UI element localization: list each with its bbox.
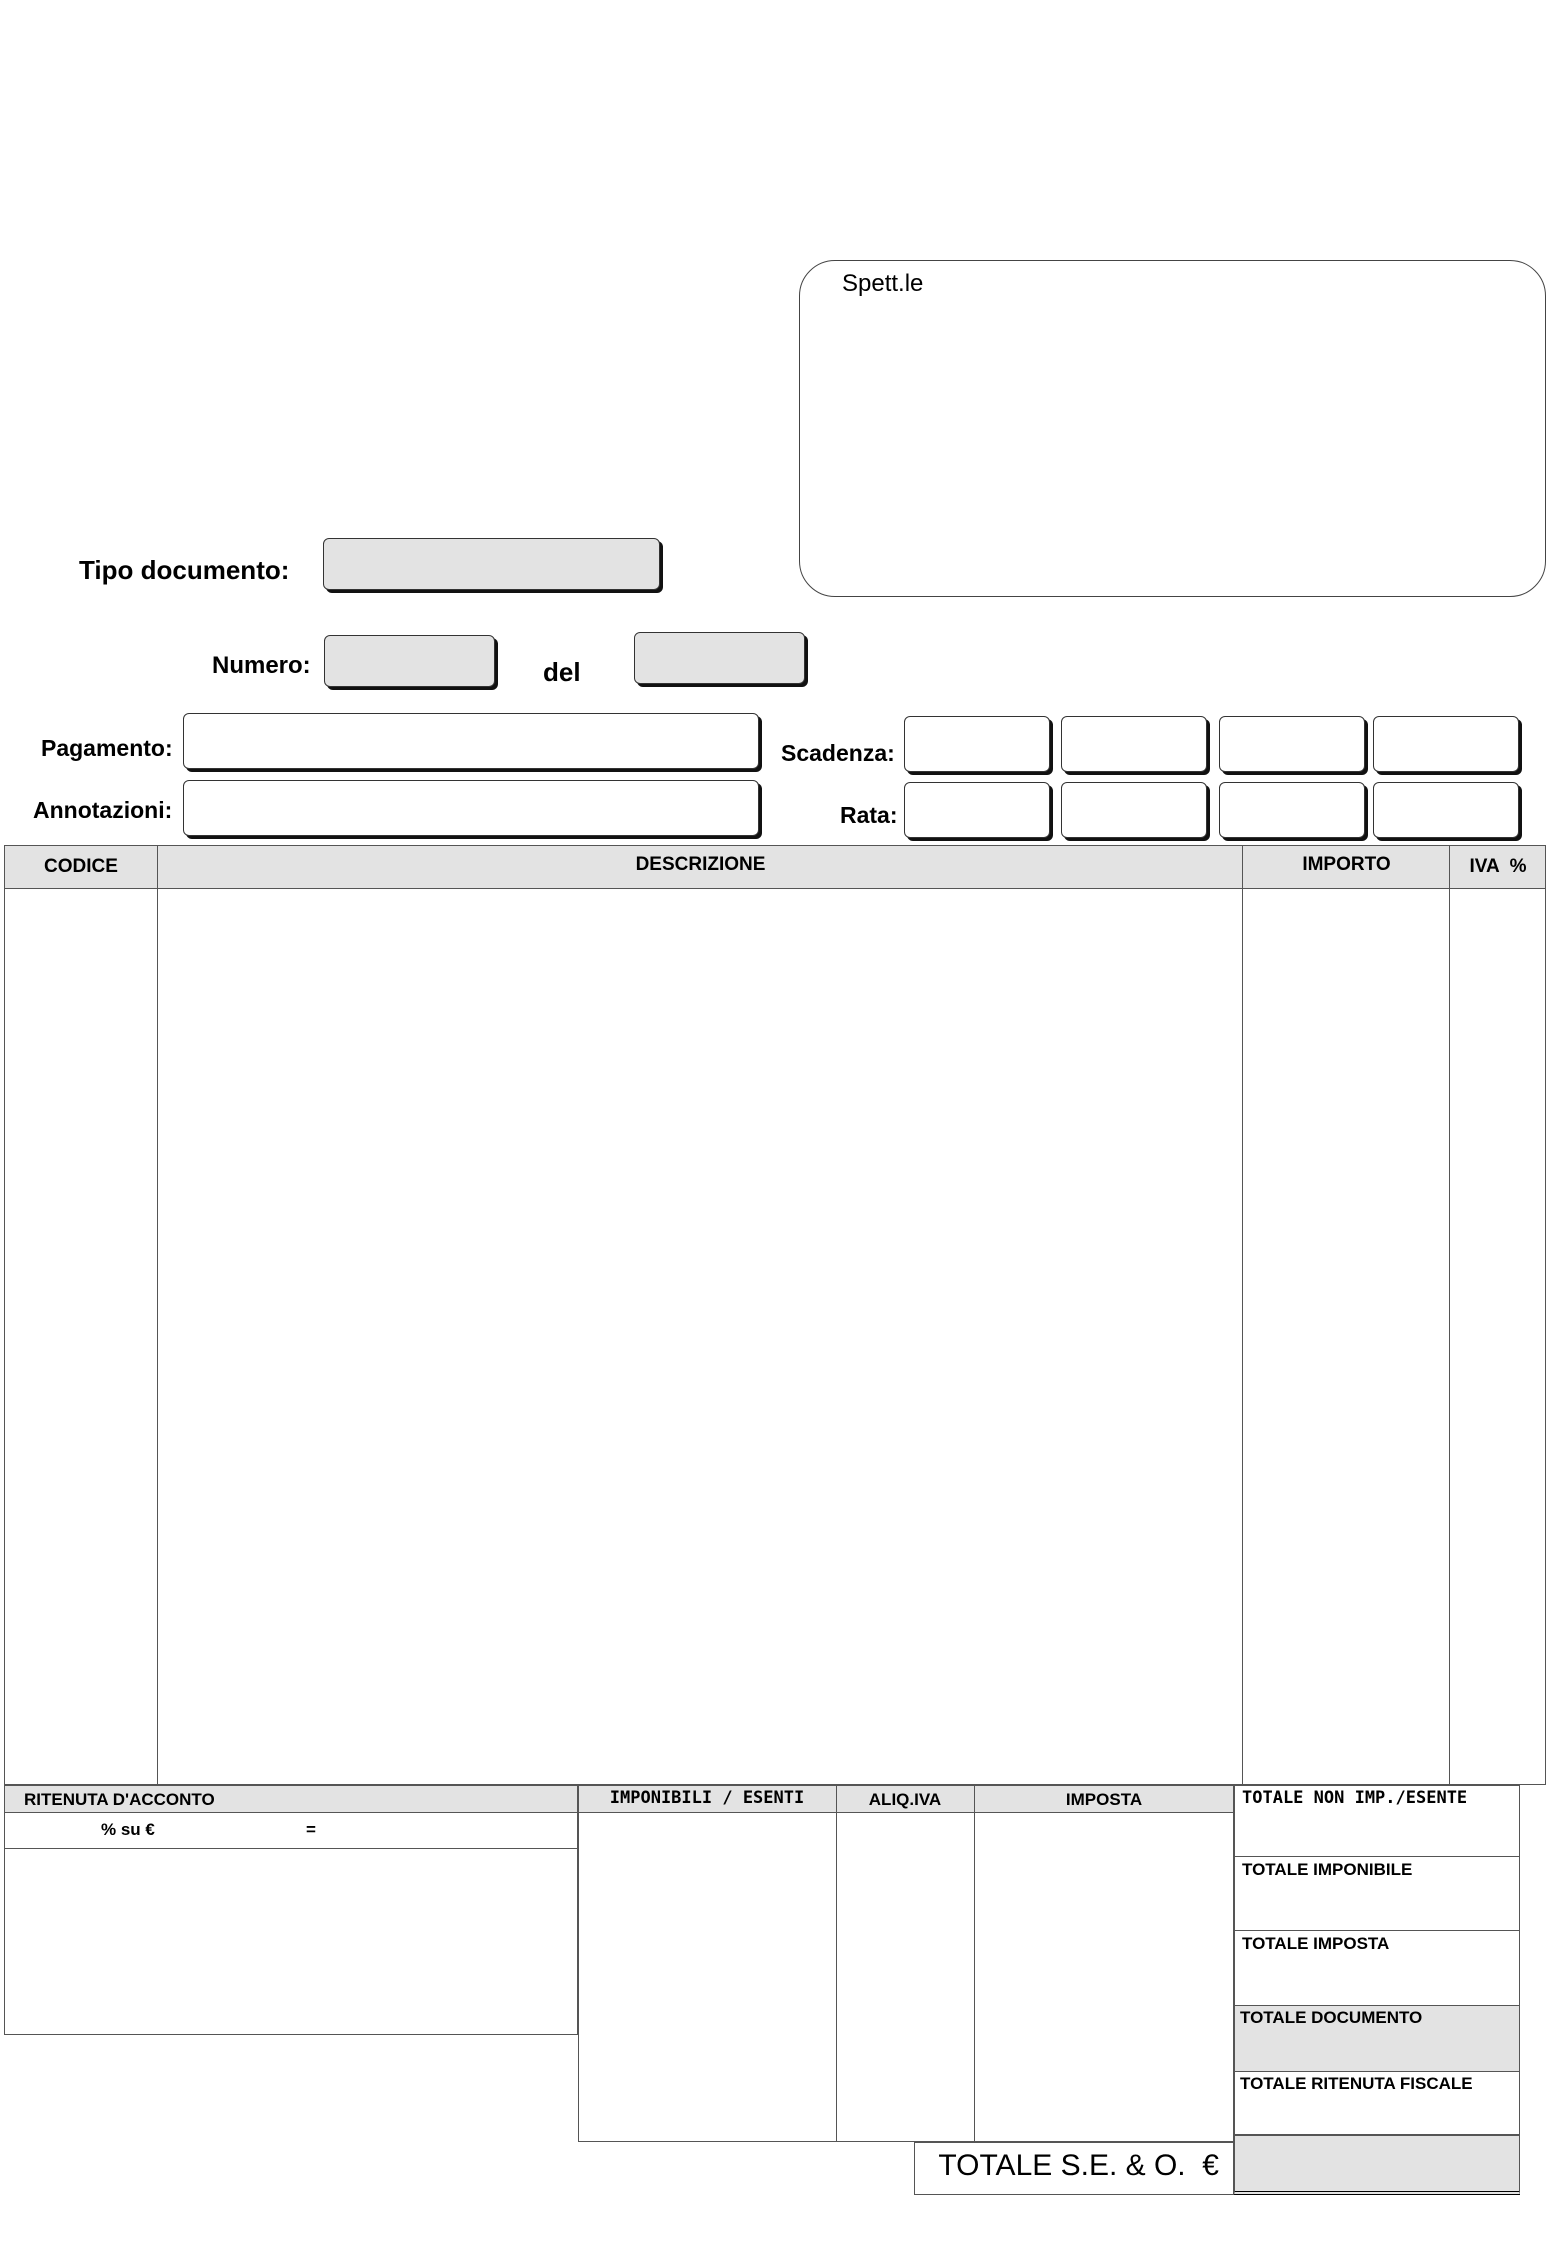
column-header-importo: IMPORTO xyxy=(1302,854,1391,875)
annotazioni-field[interactable] xyxy=(183,780,759,836)
imponibili-label: IMPONIBILI / ESENTI xyxy=(609,1788,805,1808)
ritenuta-label: RITENUTA D'ACCONTO xyxy=(24,1790,215,1809)
totale-documento-label: TOTALE DOCUMENTO xyxy=(1240,2008,1423,2027)
items-table-divider xyxy=(1242,845,1243,1785)
ritenuta-equals-label: = xyxy=(306,1820,316,1839)
totals-row-line xyxy=(1234,2071,1520,2072)
numero-label: Numero: xyxy=(212,652,311,679)
column-header-descrizione: DESCRIZIONE xyxy=(635,854,766,875)
totale-imposta-label: TOTALE IMPOSTA xyxy=(1242,1934,1390,1953)
rata-label: Rata: xyxy=(840,802,898,828)
totale-imponibile-label: TOTALE IMPONIBILE xyxy=(1242,1860,1413,1879)
items-table-divider xyxy=(1449,845,1450,1785)
column-header-iva: IVA % xyxy=(1469,856,1527,877)
imposta-label: IMPOSTA xyxy=(1065,1790,1143,1809)
pagamento-field[interactable] xyxy=(183,713,759,769)
ritenuta-percent-label: % su € xyxy=(101,1820,155,1839)
grand-total-label: TOTALE S.E. & O. € xyxy=(938,2149,1219,2182)
grand-total-value-field[interactable] xyxy=(1234,2135,1520,2195)
rata-field-3[interactable] xyxy=(1219,782,1365,838)
totals-row-line xyxy=(1234,1856,1520,1857)
totals-row-line xyxy=(1234,1930,1520,1931)
rata-field-4[interactable] xyxy=(1373,782,1519,838)
scadenza-field-1[interactable] xyxy=(904,716,1050,772)
rata-field-2[interactable] xyxy=(1061,782,1207,838)
iva-summary-box xyxy=(578,1785,1234,2142)
data-field[interactable] xyxy=(634,632,805,684)
pagamento-label: Pagamento: xyxy=(41,735,173,761)
iva-summary-divider xyxy=(836,1785,837,2142)
rata-field-1[interactable] xyxy=(904,782,1050,838)
scadenza-label: Scadenza: xyxy=(781,740,895,766)
totale-ritenuta-label: TOTALE RITENUTA FISCALE xyxy=(1240,2074,1473,2093)
tipo-documento-field[interactable] xyxy=(323,538,660,590)
totale-non-imponibile-label: TOTALE NON IMP./ESENTE xyxy=(1242,1788,1468,1808)
tipo-documento-label: Tipo documento: xyxy=(79,555,290,585)
ritenuta-box xyxy=(4,1785,578,2035)
items-table xyxy=(4,845,1546,1785)
annotazioni-label: Annotazioni: xyxy=(33,797,173,823)
numero-field[interactable] xyxy=(324,635,495,687)
scadenza-field-4[interactable] xyxy=(1373,716,1519,772)
column-header-codice: CODICE xyxy=(44,856,118,877)
items-table-divider xyxy=(157,845,158,1785)
iva-summary-divider xyxy=(974,1785,975,2142)
recipient-box xyxy=(799,260,1546,597)
scadenza-field-3[interactable] xyxy=(1219,716,1365,772)
scadenza-field-2[interactable] xyxy=(1061,716,1207,772)
del-label: del xyxy=(543,657,581,687)
recipient-label: Spett.le xyxy=(842,270,924,297)
aliq-iva-label: ALIQ.IVA xyxy=(868,1790,942,1809)
ritenuta-row-line xyxy=(4,1848,578,1849)
